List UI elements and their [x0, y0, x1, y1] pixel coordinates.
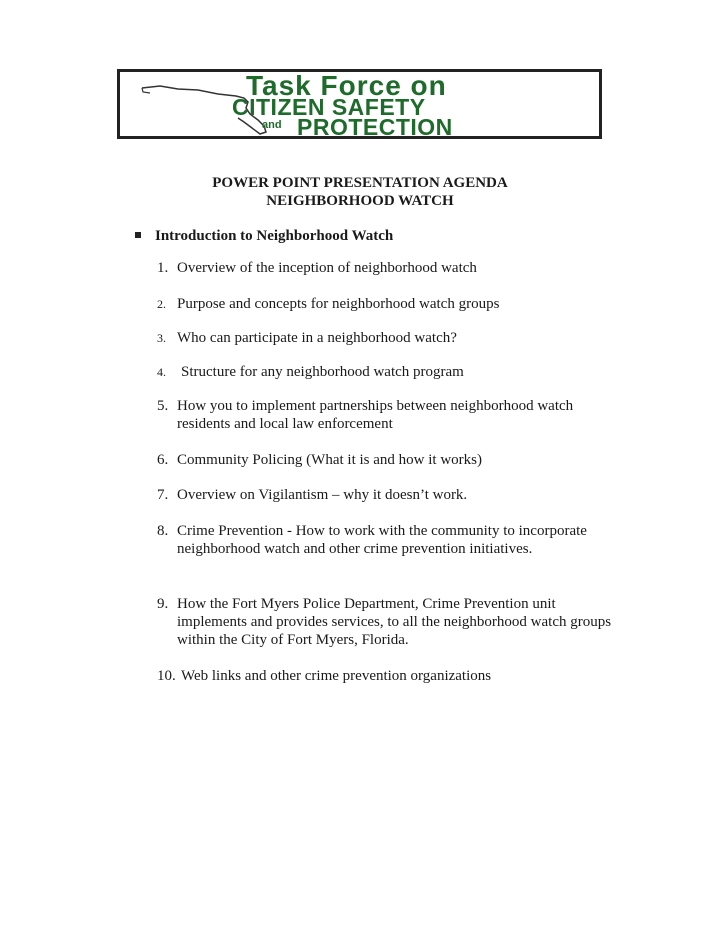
list-item [157, 329, 617, 347]
list-item [157, 295, 617, 313]
bullet-icon [135, 232, 141, 238]
item-text: Web links and other crime prevention organizations [181, 668, 492, 684]
list-item [157, 259, 617, 277]
item-number: 2. [157, 297, 166, 311]
list-item [157, 667, 617, 685]
list-item [157, 486, 617, 504]
logo-line-task-force: Task Force on [246, 70, 447, 101]
list-item [157, 522, 617, 558]
task-force-logo [117, 69, 602, 139]
item-number: 8. [157, 523, 169, 539]
item-text: Structure for any neighborhood watch program [181, 364, 464, 380]
item-text: Community Policing (What it is and how it works) [177, 452, 482, 468]
list-item [157, 451, 617, 469]
item-number: 3. [157, 331, 166, 345]
item-number: 10. [157, 668, 176, 684]
item-text: Overview of the inception of neighborhood watch [177, 260, 477, 276]
item-text: How the Fort Myers Police Department, Crime Prevention unit implements and provides services, to all the neighborhood watch groups within the City of Fort Myers, Florida. [177, 596, 612, 648]
item-number: 9. [157, 596, 169, 612]
section-heading [135, 227, 393, 245]
logo-and: and [262, 119, 282, 131]
document-subtitle: NEIGHBORHOOD WATCH [266, 193, 454, 209]
item-text: Crime Prevention - How to work with the community to incorporate neighborhood watch and other crime prevention initiatives. [177, 523, 587, 557]
item-text: Who can participate in a neighborhood watch? [177, 330, 457, 346]
logo-line-protection: PROTECTION [297, 114, 453, 140]
item-number: 4. [157, 365, 166, 379]
list-item [157, 397, 617, 433]
section-heading-text: Introduction to Neighborhood Watch [155, 228, 394, 244]
item-number: 6. [157, 452, 169, 468]
item-text: How you to implement partnerships between neighborhood watch residents and local law enforcement [177, 398, 574, 432]
item-number: 7. [157, 487, 169, 503]
item-number: 1. [157, 260, 169, 276]
list-item [157, 363, 617, 381]
document-title: POWER POINT PRESENTATION AGENDA [212, 175, 508, 191]
item-number: 5. [157, 398, 169, 414]
logo-line-citizen-safety: CITIZEN SAFETY [232, 94, 426, 120]
item-text: Overview on Vigilantism – why it doesn’t work. [177, 487, 468, 503]
list-item [157, 595, 617, 649]
item-text: Purpose and concepts for neighborhood watch groups [177, 296, 500, 312]
